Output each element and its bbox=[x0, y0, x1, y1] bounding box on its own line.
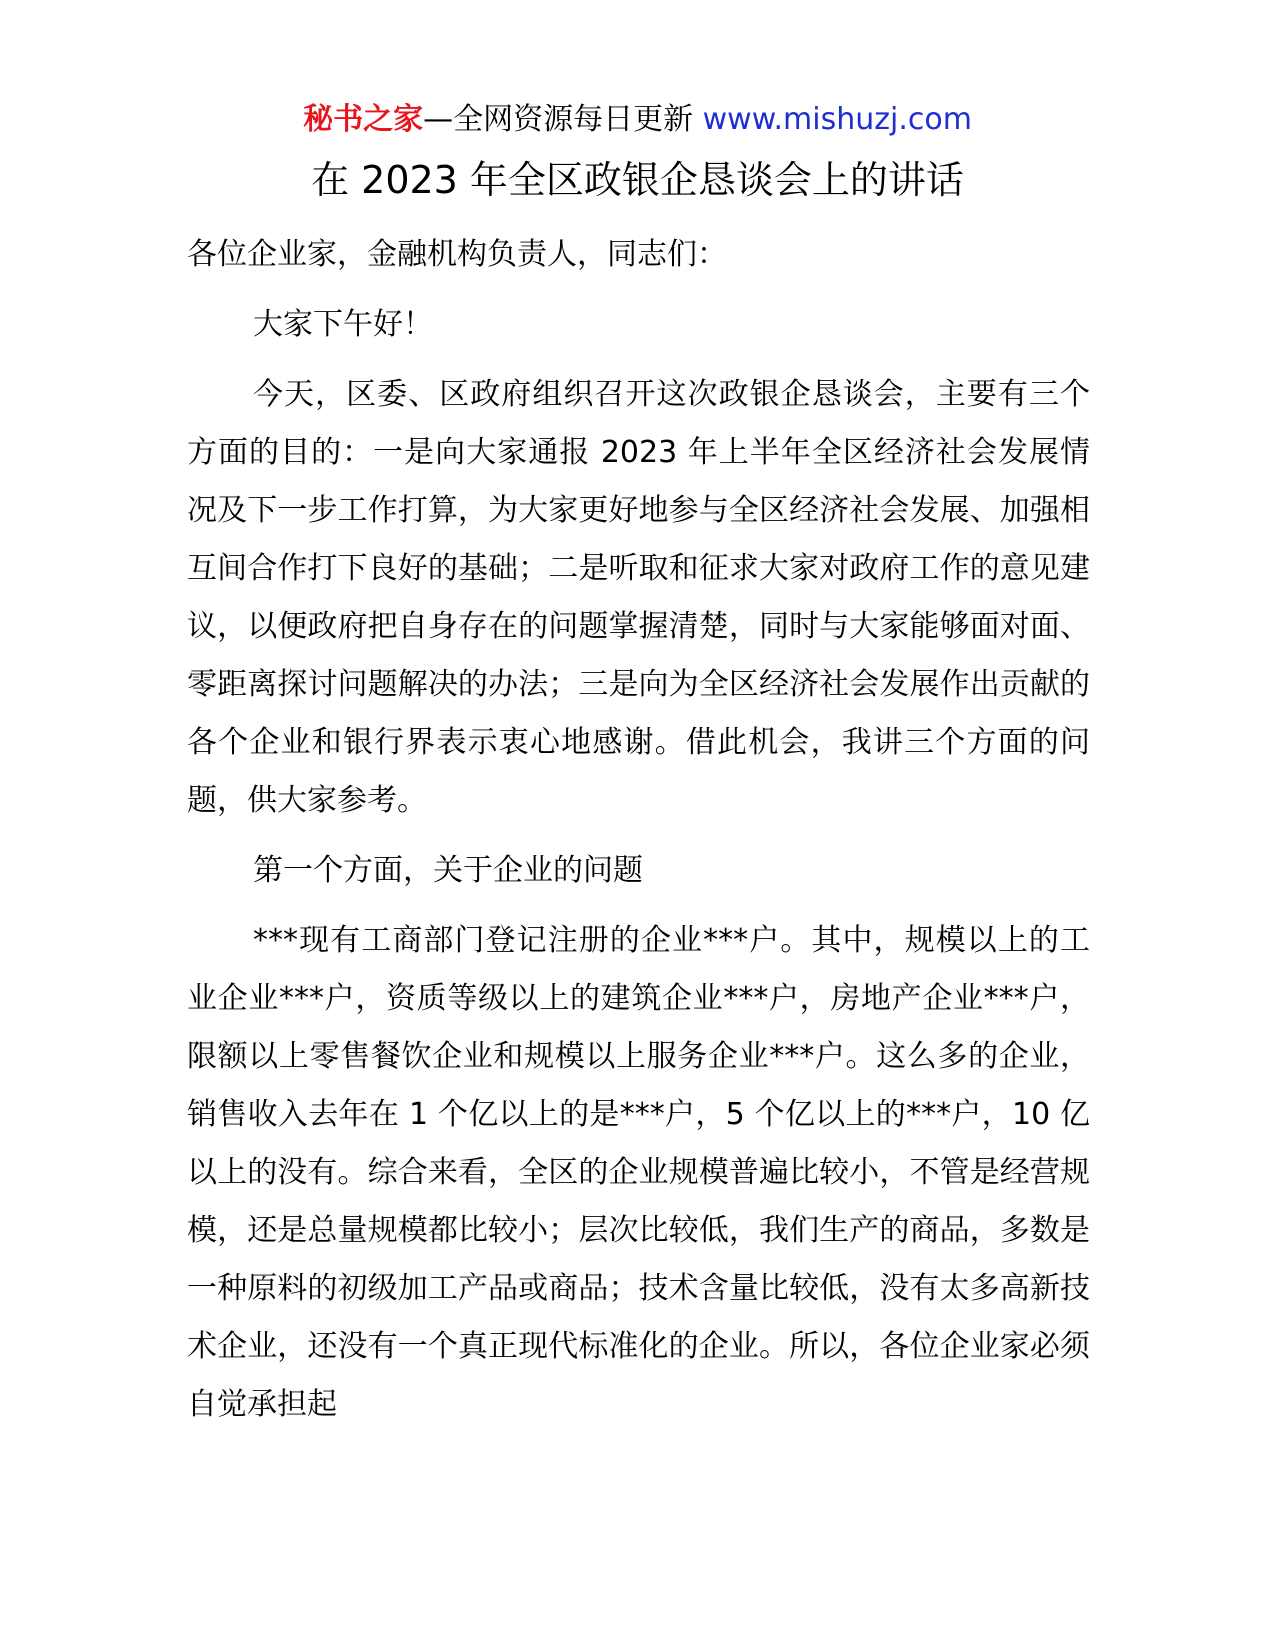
paragraph-purpose: 今天，区委、区政府组织召开这次政银企恳谈会，主要有三个方面的目的：一是向大家通报 2023 年上半年全区经济社会发展情况及下一步工作打算，为大家更好地参与全区经济社会发展、加强相互间合作打下良好的基础；二是听取和征求大家对政府工作的意见建议，以便政府把自身存在的问题掌握清楚，同时与大家能够面对面、零距离探讨问题解决的办法；三是向为全区经济社会发展作出贡献的各个企业和银行界表示衷心地感谢。借此机会，我讲三个方面的问题，供大家参考。 bbox=[187, 377, 1090, 818]
paragraph-enterprises: ***现有工商部门登记注册的企业***户。其中，规模以上的工业企业***户，资质等级以上的建筑企业***户，房地产企业***户，限额以上零售餐饮企业和规模以上服务企业***户。这么多的企业，销售收入去年在 1 个亿以上的是***户，5 个亿以上的***户，10 亿以上的没有。综合来看，全区的企业规模普遍比较小，不管是经营规模，还是总量规模都比较小；层次比较低，我们生产的商品，多数是一种原料的初级加工产品或商品；技术含量比较低，没有太多高新技术企业，还没有一个真正现代标准化的企业。所以，各位企业家必须自觉承担起 bbox=[187, 923, 1090, 1422]
brand-name: 秘书之家 bbox=[303, 102, 424, 137]
section-heading: 第一个方面，关于企业的问题 bbox=[253, 853, 643, 888]
salutation: 各位企业家，金融机构负责人，同志们： bbox=[187, 237, 727, 272]
document-title: 在 2023 年全区政银企恳谈会上的讲话 bbox=[311, 158, 964, 202]
site-url-link[interactable]: www.mishuzj.com bbox=[702, 102, 972, 137]
header-slogan: —全网资源每日更新 bbox=[423, 102, 703, 137]
paragraph-greeting: 大家下午好！ bbox=[253, 307, 433, 342]
document-body bbox=[187, 226, 1090, 1446]
site-header bbox=[0, 98, 1275, 142]
